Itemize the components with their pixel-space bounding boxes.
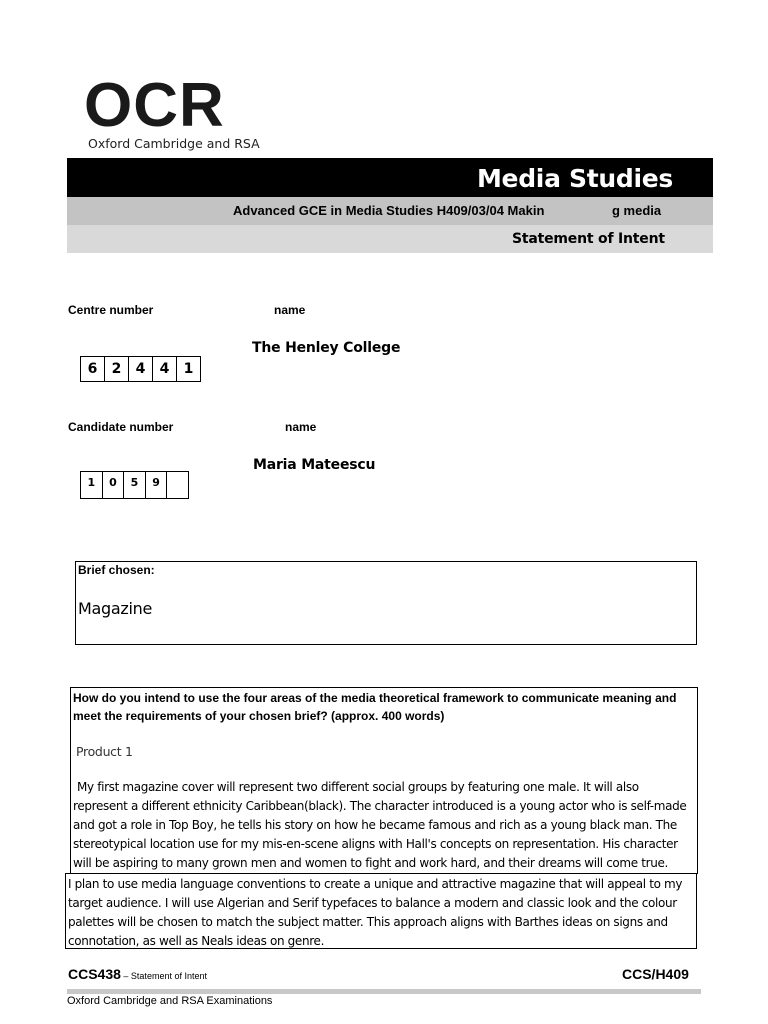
centre-digit: 4 [153, 357, 177, 381]
candidate-name-label: name [285, 420, 317, 434]
candidate-digit [167, 472, 188, 498]
candidate-name: Maria Mateescu [253, 457, 376, 473]
document-title: Statement of Intent [512, 231, 665, 247]
answer-box-2 [65, 873, 697, 949]
ocr-logo [84, 71, 260, 151]
brief-value: Magazine [78, 599, 152, 618]
logo-subtitle: Oxford Cambridge and RSA [88, 136, 260, 151]
document-band [67, 225, 713, 253]
candidate-number-label: Candidate number [68, 420, 174, 434]
answer-paragraph-1: My first magazine cover will represent two different social groups by featuring one male. It will also represent a different ethnicity Caribbean(black). The character introduced is a young actor who is self-made and got a role in Top Boy, he tells his story on how he became famous and rich as a young black man. The stereotypical location use for my mis-en-scene aligns with Hall's concepts on representation. His character will be aspiring to many grown men and women to fight and work hard, and their dreams will come true. [73, 780, 687, 870]
footer-code [68, 966, 207, 982]
logo-mark: OCR [84, 71, 225, 140]
product-heading: Product 1 [76, 744, 133, 759]
centre-number-label: Centre number [68, 303, 154, 317]
brief-label: Brief chosen: [78, 563, 155, 577]
centre-name: The Henley College [252, 340, 401, 356]
page-title: Media Studies [476, 164, 673, 193]
qualification-text: Advanced GCE in Media Studies H409/03/04 Makin [233, 203, 545, 218]
qualification-band [67, 197, 713, 225]
brief-box [75, 561, 697, 645]
centre-number-boxes [80, 356, 201, 382]
question-text: How do you intend to use the four areas of the media theoretical framework to communicate meaning and meet the requirements of your chosen brief? (approx. 400 words) [73, 691, 677, 723]
candidate-digit: 9 [146, 472, 168, 498]
candidate-digit: 5 [124, 472, 146, 498]
centre-digit: 2 [105, 357, 129, 381]
qualification-tail: g media [612, 203, 662, 218]
answer-paragraph-2: I plan to use media language conventions to create a unique and attractive magazine that will appeal to my target audience. I will use Algerian and Serif typefaces to balance a modern and classic look and the colour palettes will be chosen to match the subject matter. This approach aligns with Barthes ideas on signs and connotation, as well as Neals ideas on genre. [68, 877, 683, 948]
footer-code-suffix: – Statement of Intent [120, 971, 207, 981]
question-box [70, 687, 698, 874]
candidate-digit: 1 [81, 472, 103, 498]
footer-divider [67, 989, 701, 994]
footer-code-main: CCS438 [68, 966, 121, 982]
centre-digit: 1 [183, 361, 194, 377]
footer-org: Oxford Cambridge and RSA Examinations [67, 995, 273, 1007]
centre-digit: 6 [81, 357, 105, 381]
centre-name-label: name [274, 303, 306, 317]
candidate-number-boxes [80, 471, 189, 499]
title-band [67, 158, 713, 197]
footer-right-code: CCS/H409 [622, 966, 689, 982]
candidate-digit: 0 [103, 472, 125, 498]
centre-digit: 4 [129, 357, 153, 381]
